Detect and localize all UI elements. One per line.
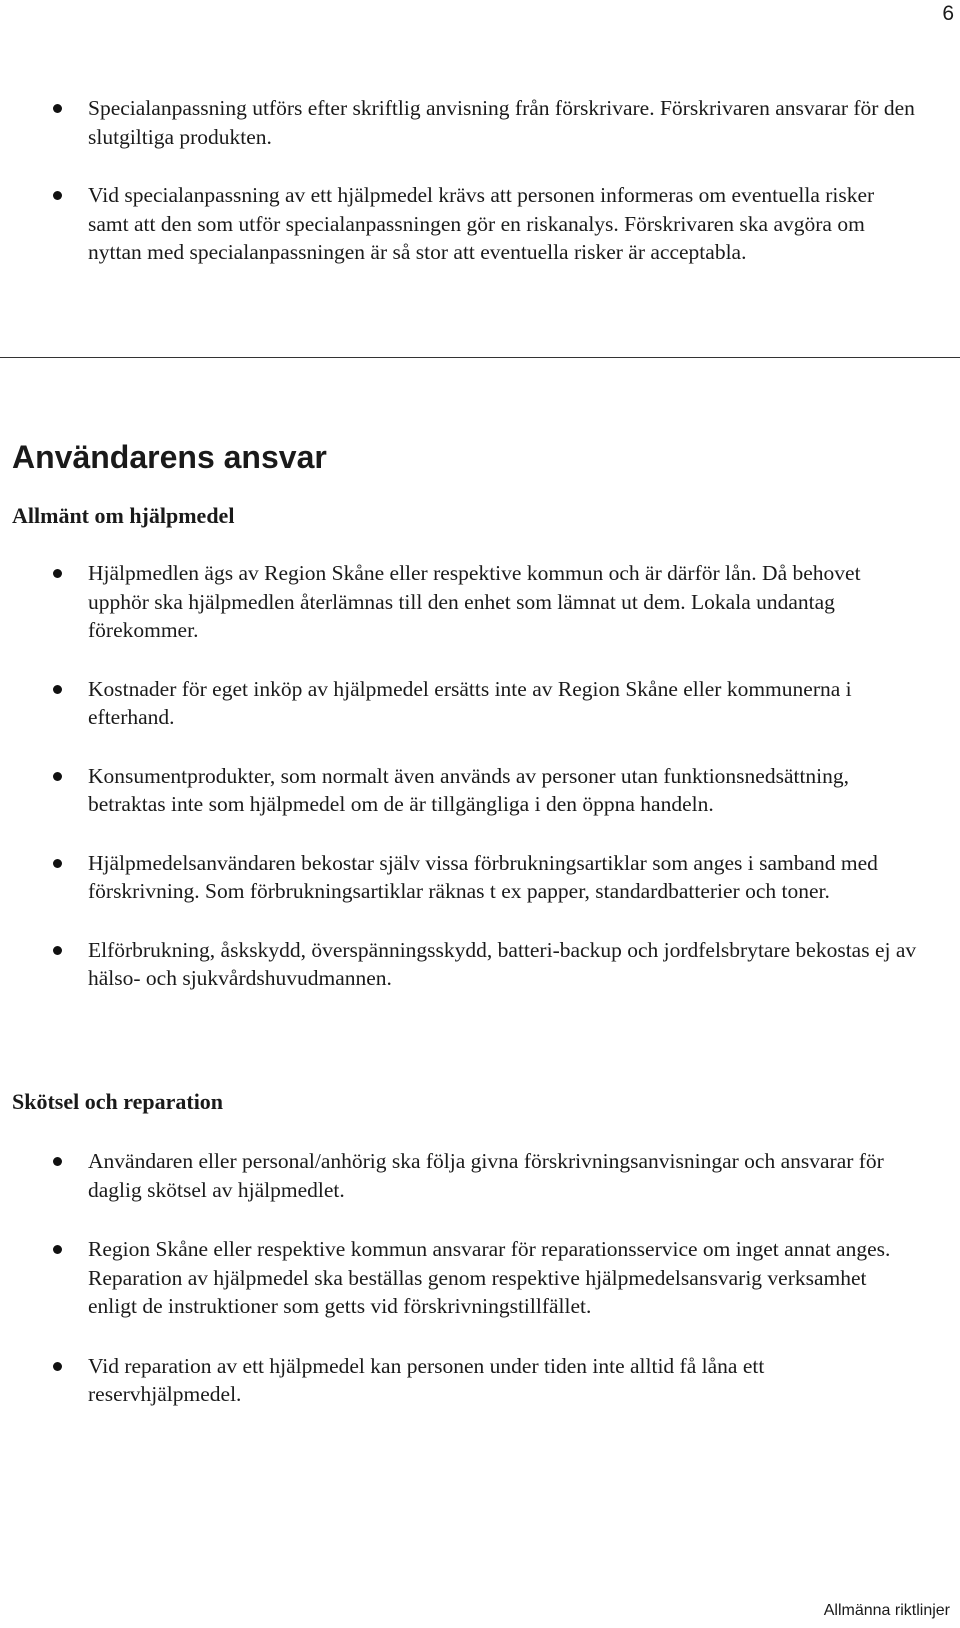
- general-bullet-ownership: Hjälpmedlen ägs av Region Skåne eller respektive kommun och är därför lån. Då behovet upphör ska hjälpmedlen återlämnas till den enhet som lämnat ut dem. Lokala undantag förekommer.: [0, 559, 960, 645]
- general-bullet-consumables: Hjälpmedelsanvändaren bekostar själv vissa förbrukningsartiklar som anges i samband med förskrivning. Som förbrukningsartiklar räknas t ex papper, standardbatterier och toner.: [0, 849, 960, 906]
- care-heading: Skötsel och reparation: [12, 1089, 224, 1114]
- care-section: [0, 1147, 960, 1440]
- care-bullet-replacement: Vid reparation av ett hjälpmedel kan personen under tiden inte alltid få låna ett reservhjälpmedel.: [0, 1352, 960, 1409]
- general-bullet-costs: Kostnader för eget inköp av hjälpmedel ersätts inte av Region Skåne eller kommunerna i efterhand.: [0, 675, 960, 732]
- general-bullet-consumer-products: Konsumentprodukter, som normalt även används av personer utan funktionsnedsättning, betraktas inte som hjälpmedel om de är tillgängliga i den öppna handeln.: [0, 762, 960, 819]
- section-title: Användarens ansvar: [12, 439, 327, 475]
- care-bullet-list: [0, 1147, 960, 1409]
- intro-section: [0, 94, 960, 297]
- care-bullet-daily-care: Användaren eller personal/anhörig ska följa givna förskrivningsanvisningar och ansvarar för daglig skötsel av hjälpmedlet.: [0, 1147, 960, 1204]
- intro-bullet-specialanpassning: Specialanpassning utförs efter skriftlig anvisning från förskrivare. Förskrivaren ansvarar för den slutgiltiga produkten.: [0, 94, 960, 151]
- intro-bullet-list: [0, 94, 960, 267]
- general-bullet-electricity: Elförbrukning, åskskydd, överspänningsskydd, batteri-backup och jordfelsbrytare bekostas ej av hälso- och sjukvårdshuvudmannen.: [0, 936, 960, 993]
- page-number: 6: [942, 2, 954, 25]
- section-divider: [0, 357, 960, 358]
- general-heading: Allmänt om hjälpmedel: [12, 503, 235, 528]
- footer-label: Allmänna riktlinjer: [823, 1602, 950, 1619]
- general-bullet-list: [0, 559, 960, 993]
- general-section: [0, 559, 960, 1023]
- care-bullet-repair-service: Region Skåne eller respektive kommun ansvarar för reparationsservice om inget annat anges. Reparation av hjälpmedel ska beställas genom respektive hjälpmedelsansvarig verksamhet enligt de instruktioner som getts vid förskrivningstillfället.: [0, 1235, 960, 1321]
- intro-bullet-riskanalys: Vid specialanpassning av ett hjälpmedel krävs att personen informeras om eventuella risker samt att den som utför specialanpassningen gör en riskanalys. Förskrivaren ska avgöra om nyttan med specialanpassningen är så stor att eventuella risker är acceptabla.: [0, 181, 960, 267]
